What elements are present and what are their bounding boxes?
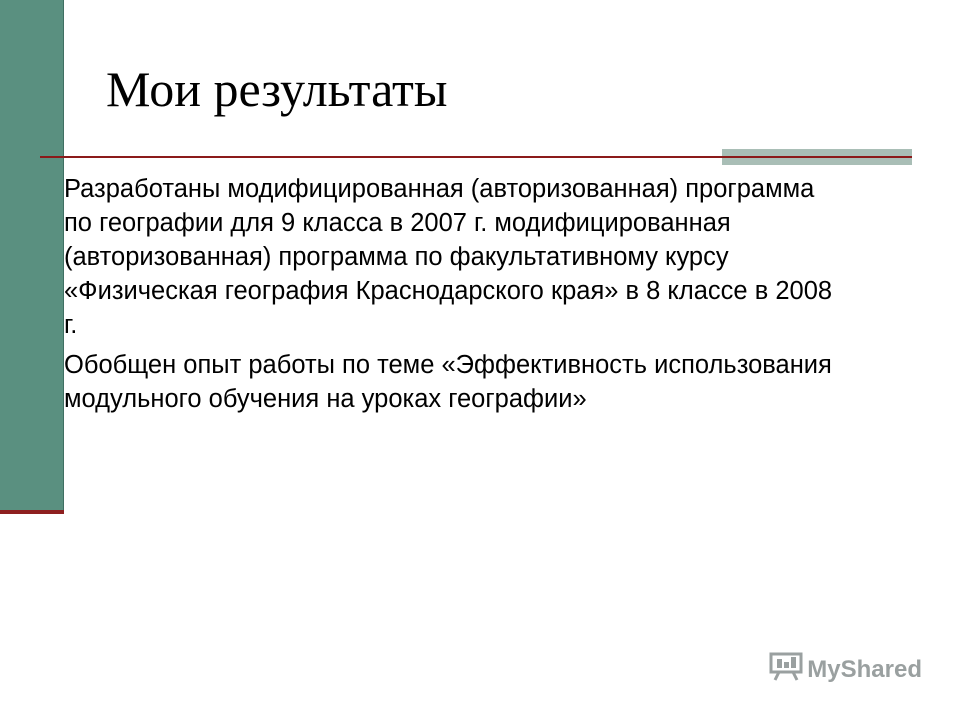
square-bullet-icon — [30, 358, 43, 371]
bullet-text: Обобщен опыт работы по теме «Эффективность использования модульного обучения на уроках географии» — [64, 351, 832, 413]
slide-title: Мои результаты — [106, 61, 448, 117]
square-bullet-icon — [30, 182, 43, 195]
left-accent-underline — [0, 510, 64, 514]
watermark-text: MyShared — [807, 655, 922, 683]
bullet-item — [30, 348, 840, 416]
presentation-board-icon — [769, 651, 803, 688]
bullet-list — [30, 172, 840, 422]
bullet-text: Разработаны модифицированная (авторизованная) программа по географии для 9 класса в 2007 г. модифицированная (авторизованная) программа по факультативному курсу «Физическая география Краснодарского края» в 8 классе в 2008 г. — [64, 175, 833, 339]
title-divider-accent-line — [722, 156, 912, 158]
bullet-item — [30, 172, 840, 342]
watermark-logo — [769, 651, 922, 688]
